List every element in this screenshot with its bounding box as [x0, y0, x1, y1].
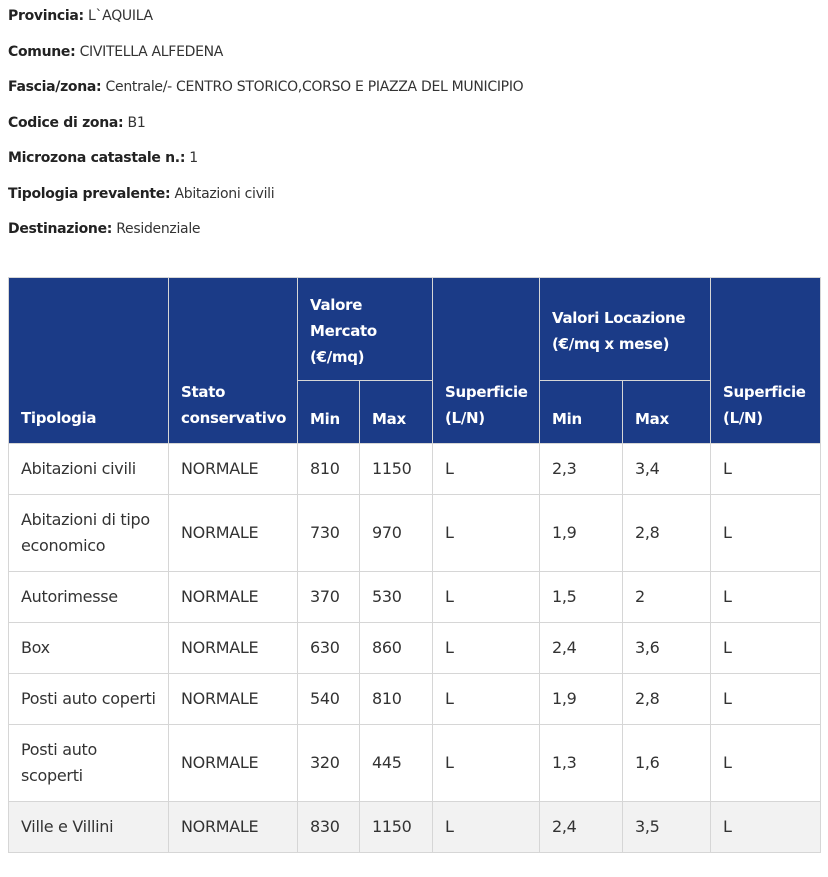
cell-locazione-max: 3,5 — [623, 802, 711, 853]
cell-mercato-min: 830 — [298, 802, 360, 853]
cell-stato: NORMALE — [169, 674, 298, 725]
cell-locazione-min: 2,4 — [540, 623, 623, 674]
cell-tipologia: Autorimesse — [9, 572, 169, 623]
cell-mercato-max: 1150 — [360, 802, 433, 853]
info-label: Destinazione: — [8, 221, 113, 237]
cell-mercato-max: 530 — [360, 572, 433, 623]
cell-locazione-max: 2,8 — [623, 495, 711, 572]
info-label: Tipologia prevalente: — [8, 186, 171, 202]
cell-mercato-max: 970 — [360, 495, 433, 572]
cell-locazione-max: 3,6 — [623, 623, 711, 674]
info-comune — [8, 42, 223, 62]
header-superficie-locazione: Superficie (L/N) — [711, 278, 821, 444]
cell-superficie: L — [711, 674, 821, 725]
info-label: Comune: — [8, 44, 76, 60]
header-locazione-max: Max — [623, 381, 711, 444]
cell-locazione-min: 1,5 — [540, 572, 623, 623]
cell-locazione-min: 2,4 — [540, 802, 623, 853]
cell-locazione-min: 1,9 — [540, 674, 623, 725]
cell-stato: NORMALE — [169, 444, 298, 495]
cell-superficie: L — [433, 802, 540, 853]
cell-mercato-max: 860 — [360, 623, 433, 674]
cell-superficie: L — [711, 802, 821, 853]
table-row — [9, 495, 821, 572]
cell-tipologia: Posti auto scoperti — [9, 725, 169, 802]
info-destinazione — [8, 219, 200, 239]
cell-superficie: L — [433, 674, 540, 725]
cell-superficie: L — [711, 623, 821, 674]
cell-mercato-min: 630 — [298, 623, 360, 674]
cell-superficie: L — [711, 444, 821, 495]
cell-mercato-min: 540 — [298, 674, 360, 725]
header-valore-mercato: Valore Mercato (€/mq) — [298, 278, 433, 381]
info-value: B1 — [127, 115, 146, 131]
cell-mercato-max: 445 — [360, 725, 433, 802]
header-valori-locazione: Valori Locazione (€/mq x mese) — [540, 278, 711, 381]
cell-superficie: L — [433, 725, 540, 802]
info-label: Microzona catastale n.: — [8, 150, 186, 166]
info-value: Centrale/- CENTRO STORICO,CORSO E PIAZZA DEL MUNICIPIO — [105, 79, 524, 95]
cell-mercato-min: 370 — [298, 572, 360, 623]
info-codice-zona — [8, 113, 145, 133]
info-value: CIVITELLA ALFEDENA — [79, 44, 224, 60]
info-fascia-zona — [8, 77, 523, 97]
header-mercato-min: Min — [298, 381, 360, 444]
cell-superficie: L — [711, 495, 821, 572]
table-row — [9, 444, 821, 495]
cell-superficie: L — [711, 572, 821, 623]
cell-locazione-max: 3,4 — [623, 444, 711, 495]
cell-stato: NORMALE — [169, 802, 298, 853]
cell-tipologia: Abitazioni civili — [9, 444, 169, 495]
cell-superficie: L — [433, 495, 540, 572]
header-mercato-max: Max — [360, 381, 433, 444]
cell-mercato-min: 320 — [298, 725, 360, 802]
cell-superficie: L — [433, 623, 540, 674]
cell-locazione-min: 1,9 — [540, 495, 623, 572]
quotations-table — [8, 277, 821, 853]
cell-mercato-min: 810 — [298, 444, 360, 495]
cell-locazione-max: 2,8 — [623, 674, 711, 725]
info-value: Residenziale — [116, 221, 201, 237]
table-row — [9, 623, 821, 674]
cell-stato: NORMALE — [169, 623, 298, 674]
cell-superficie: L — [711, 725, 821, 802]
cell-mercato-max: 1150 — [360, 444, 433, 495]
table-row — [9, 572, 821, 623]
cell-superficie: L — [433, 572, 540, 623]
cell-stato: NORMALE — [169, 725, 298, 802]
cell-mercato-min: 730 — [298, 495, 360, 572]
cell-locazione-max: 2 — [623, 572, 711, 623]
info-label: Codice di zona: — [8, 115, 124, 131]
cell-stato: NORMALE — [169, 495, 298, 572]
cell-tipologia: Box — [9, 623, 169, 674]
info-value: Abitazioni civili — [174, 186, 275, 202]
header-locazione-min: Min — [540, 381, 623, 444]
table-row — [9, 674, 821, 725]
cell-mercato-max: 810 — [360, 674, 433, 725]
cell-locazione-max: 1,6 — [623, 725, 711, 802]
info-label: Fascia/zona: — [8, 79, 102, 95]
info-microzona — [8, 148, 198, 168]
header-superficie-mercato: Superficie (L/N) — [433, 278, 540, 444]
info-provincia — [8, 6, 153, 26]
info-value: L`AQUILA — [87, 8, 153, 24]
info-label: Provincia: — [8, 8, 84, 24]
table-row — [9, 802, 821, 853]
cell-tipologia: Ville e Villini — [9, 802, 169, 853]
cell-superficie: L — [433, 444, 540, 495]
header-stato-conservativo: Stato conservativo — [169, 278, 298, 444]
info-value: 1 — [189, 150, 198, 166]
header-tipologia: Tipologia — [9, 278, 169, 444]
cell-stato: NORMALE — [169, 572, 298, 623]
cell-locazione-min: 2,3 — [540, 444, 623, 495]
table-row — [9, 725, 821, 802]
cell-tipologia: Abitazioni di tipo economico — [9, 495, 169, 572]
cell-tipologia: Posti auto coperti — [9, 674, 169, 725]
info-tipologia-prevalente — [8, 184, 274, 204]
cell-locazione-min: 1,3 — [540, 725, 623, 802]
